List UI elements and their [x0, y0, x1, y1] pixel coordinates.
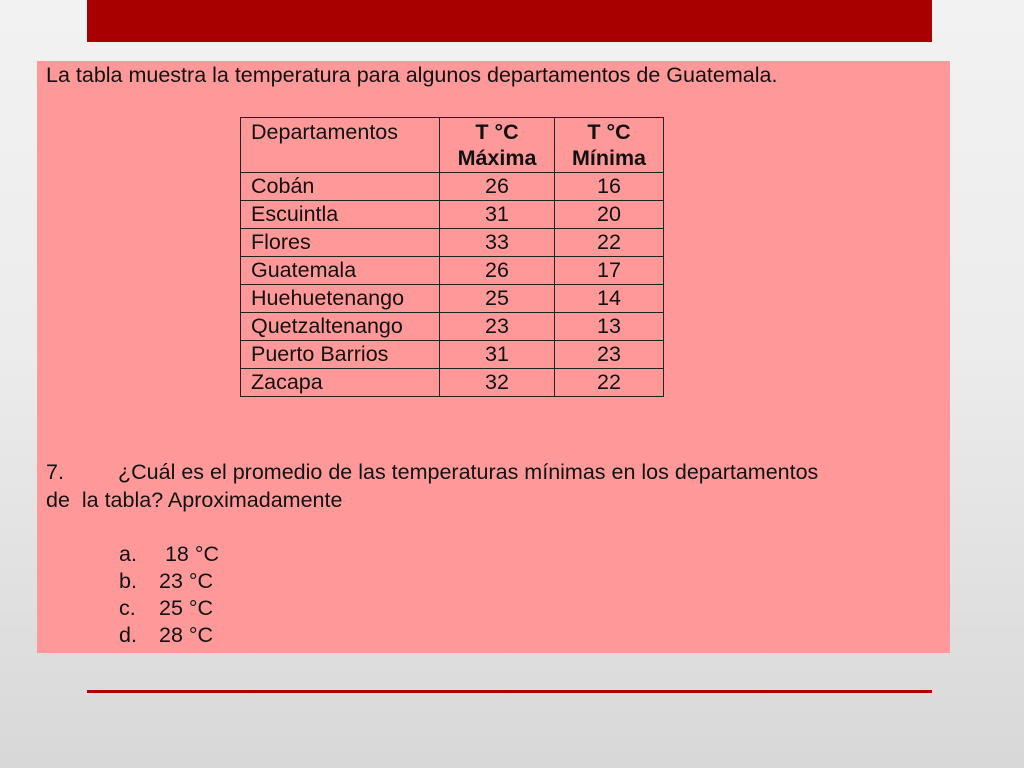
max-temp-value: 33: [440, 229, 555, 257]
header-min-line2: Mínima: [571, 146, 647, 170]
department-name: Zacapa: [241, 369, 440, 397]
option-b[interactable]: [119, 568, 219, 595]
department-name: Cobán: [241, 173, 440, 201]
question-block: [46, 458, 941, 514]
table-row: [241, 369, 664, 397]
content-panel: [37, 61, 950, 653]
table-row: [241, 257, 664, 285]
min-temp-value: 22: [555, 369, 664, 397]
min-temp-value: 13: [555, 313, 664, 341]
max-temp-value: 23: [440, 313, 555, 341]
option-a[interactable]: [119, 541, 219, 568]
temperature-table: [240, 117, 664, 397]
min-temp-value: 23: [555, 341, 664, 369]
max-temp-value: 26: [440, 257, 555, 285]
bottom-divider-line: [87, 690, 932, 693]
max-temp-value: 31: [440, 341, 555, 369]
option-text: 25 °C: [159, 596, 214, 620]
option-letter: a.: [119, 542, 137, 566]
question-line-1: [46, 458, 941, 486]
max-temp-value: 32: [440, 369, 555, 397]
header-min-line1: T °C: [587, 120, 631, 144]
header-max-line2: Máxima: [457, 146, 537, 170]
header-max-temp: [440, 118, 555, 173]
department-name: Huehuetenango: [241, 285, 440, 313]
department-name: Quetzaltenango: [241, 313, 440, 341]
option-letter: d.: [119, 623, 137, 647]
min-temp-value: 17: [555, 257, 664, 285]
header-min-temp: [555, 118, 664, 173]
answer-options: [119, 541, 219, 649]
table-row: [241, 201, 664, 229]
option-text: 23 °C: [159, 569, 214, 593]
table-row: [241, 313, 664, 341]
option-text: 28 °C: [159, 623, 214, 647]
min-temp-value: 20: [555, 201, 664, 229]
department-name: Escuintla: [241, 201, 440, 229]
table-row: [241, 173, 664, 201]
header-max-line1: T °C: [475, 120, 519, 144]
department-name: Guatemala: [241, 257, 440, 285]
max-temp-value: 31: [440, 201, 555, 229]
max-temp-value: 26: [440, 173, 555, 201]
question-text-line-1: ¿Cuál es el promedio de las temperaturas mínimas en los departamentos: [118, 460, 819, 484]
question-number: 7.: [46, 460, 64, 484]
top-banner-bar: [87, 0, 932, 42]
min-temp-value: 14: [555, 285, 664, 313]
department-name: Flores: [241, 229, 440, 257]
min-temp-value: 16: [555, 173, 664, 201]
intro-text: La tabla muestra la temperatura para algunos departamentos de Guatemala.: [46, 63, 778, 87]
option-letter: b.: [119, 569, 137, 593]
header-departamentos: Departamentos: [241, 118, 440, 173]
option-c[interactable]: [119, 595, 219, 622]
option-text: 18 °C: [159, 542, 219, 566]
table-header-row: [241, 118, 664, 173]
option-d[interactable]: [119, 622, 219, 649]
table-row: [241, 229, 664, 257]
max-temp-value: 25: [440, 285, 555, 313]
option-letter: c.: [119, 596, 136, 620]
table-row: [241, 341, 664, 369]
department-name: Puerto Barrios: [241, 341, 440, 369]
min-temp-value: 22: [555, 229, 664, 257]
table-row: [241, 285, 664, 313]
question-text-line-2: de la tabla? Aproximadamente: [46, 488, 343, 512]
